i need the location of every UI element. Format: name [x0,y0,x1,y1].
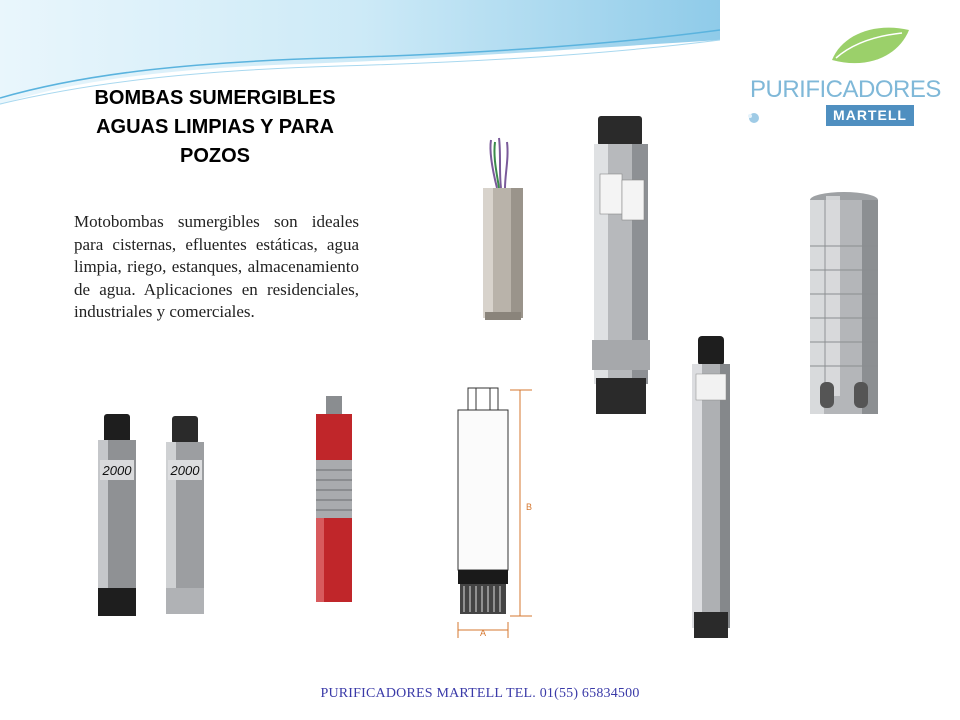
purificadores-martell-logo [714,0,960,152]
diagram-label-width: A [480,628,487,638]
pump-photo-caged [796,186,892,430]
twin-pump-label-right: 2000 [170,463,200,478]
pump-photo-long-stainless [676,330,746,648]
pump-dimension-diagram [448,384,544,646]
pump-photo-tall-stainless [578,110,674,422]
title-line-3: POZOS [179,145,250,167]
title-line-2: AGUAS LIMPIAS Y PARA [96,116,334,138]
pump-photo-small-wired [449,132,551,332]
logo-subbrand: MARTELL [826,105,914,126]
footer-contact: PURIFICADORES MARTELL TEL. 01(55) 65834500 [320,686,640,701]
slide-title [70,84,360,171]
diagram-label-height: B [526,502,533,512]
twin-pump-label-left: 2000 [102,463,132,478]
logo-wordmark: PURIFICADORES [750,76,941,103]
pump-photo-twin [78,404,226,630]
title-line-1: BOMBAS SUMERGIBLES [94,87,336,109]
pump-photo-red [306,392,362,610]
description-paragraph: Motobombas sumergibles son ideales para cisternas, efluentes estáticas, agua limpia, riego, estanques, almacenamiento de agua. Aplicaciones en residenciales, industriales y comerciales. [74,212,359,321]
